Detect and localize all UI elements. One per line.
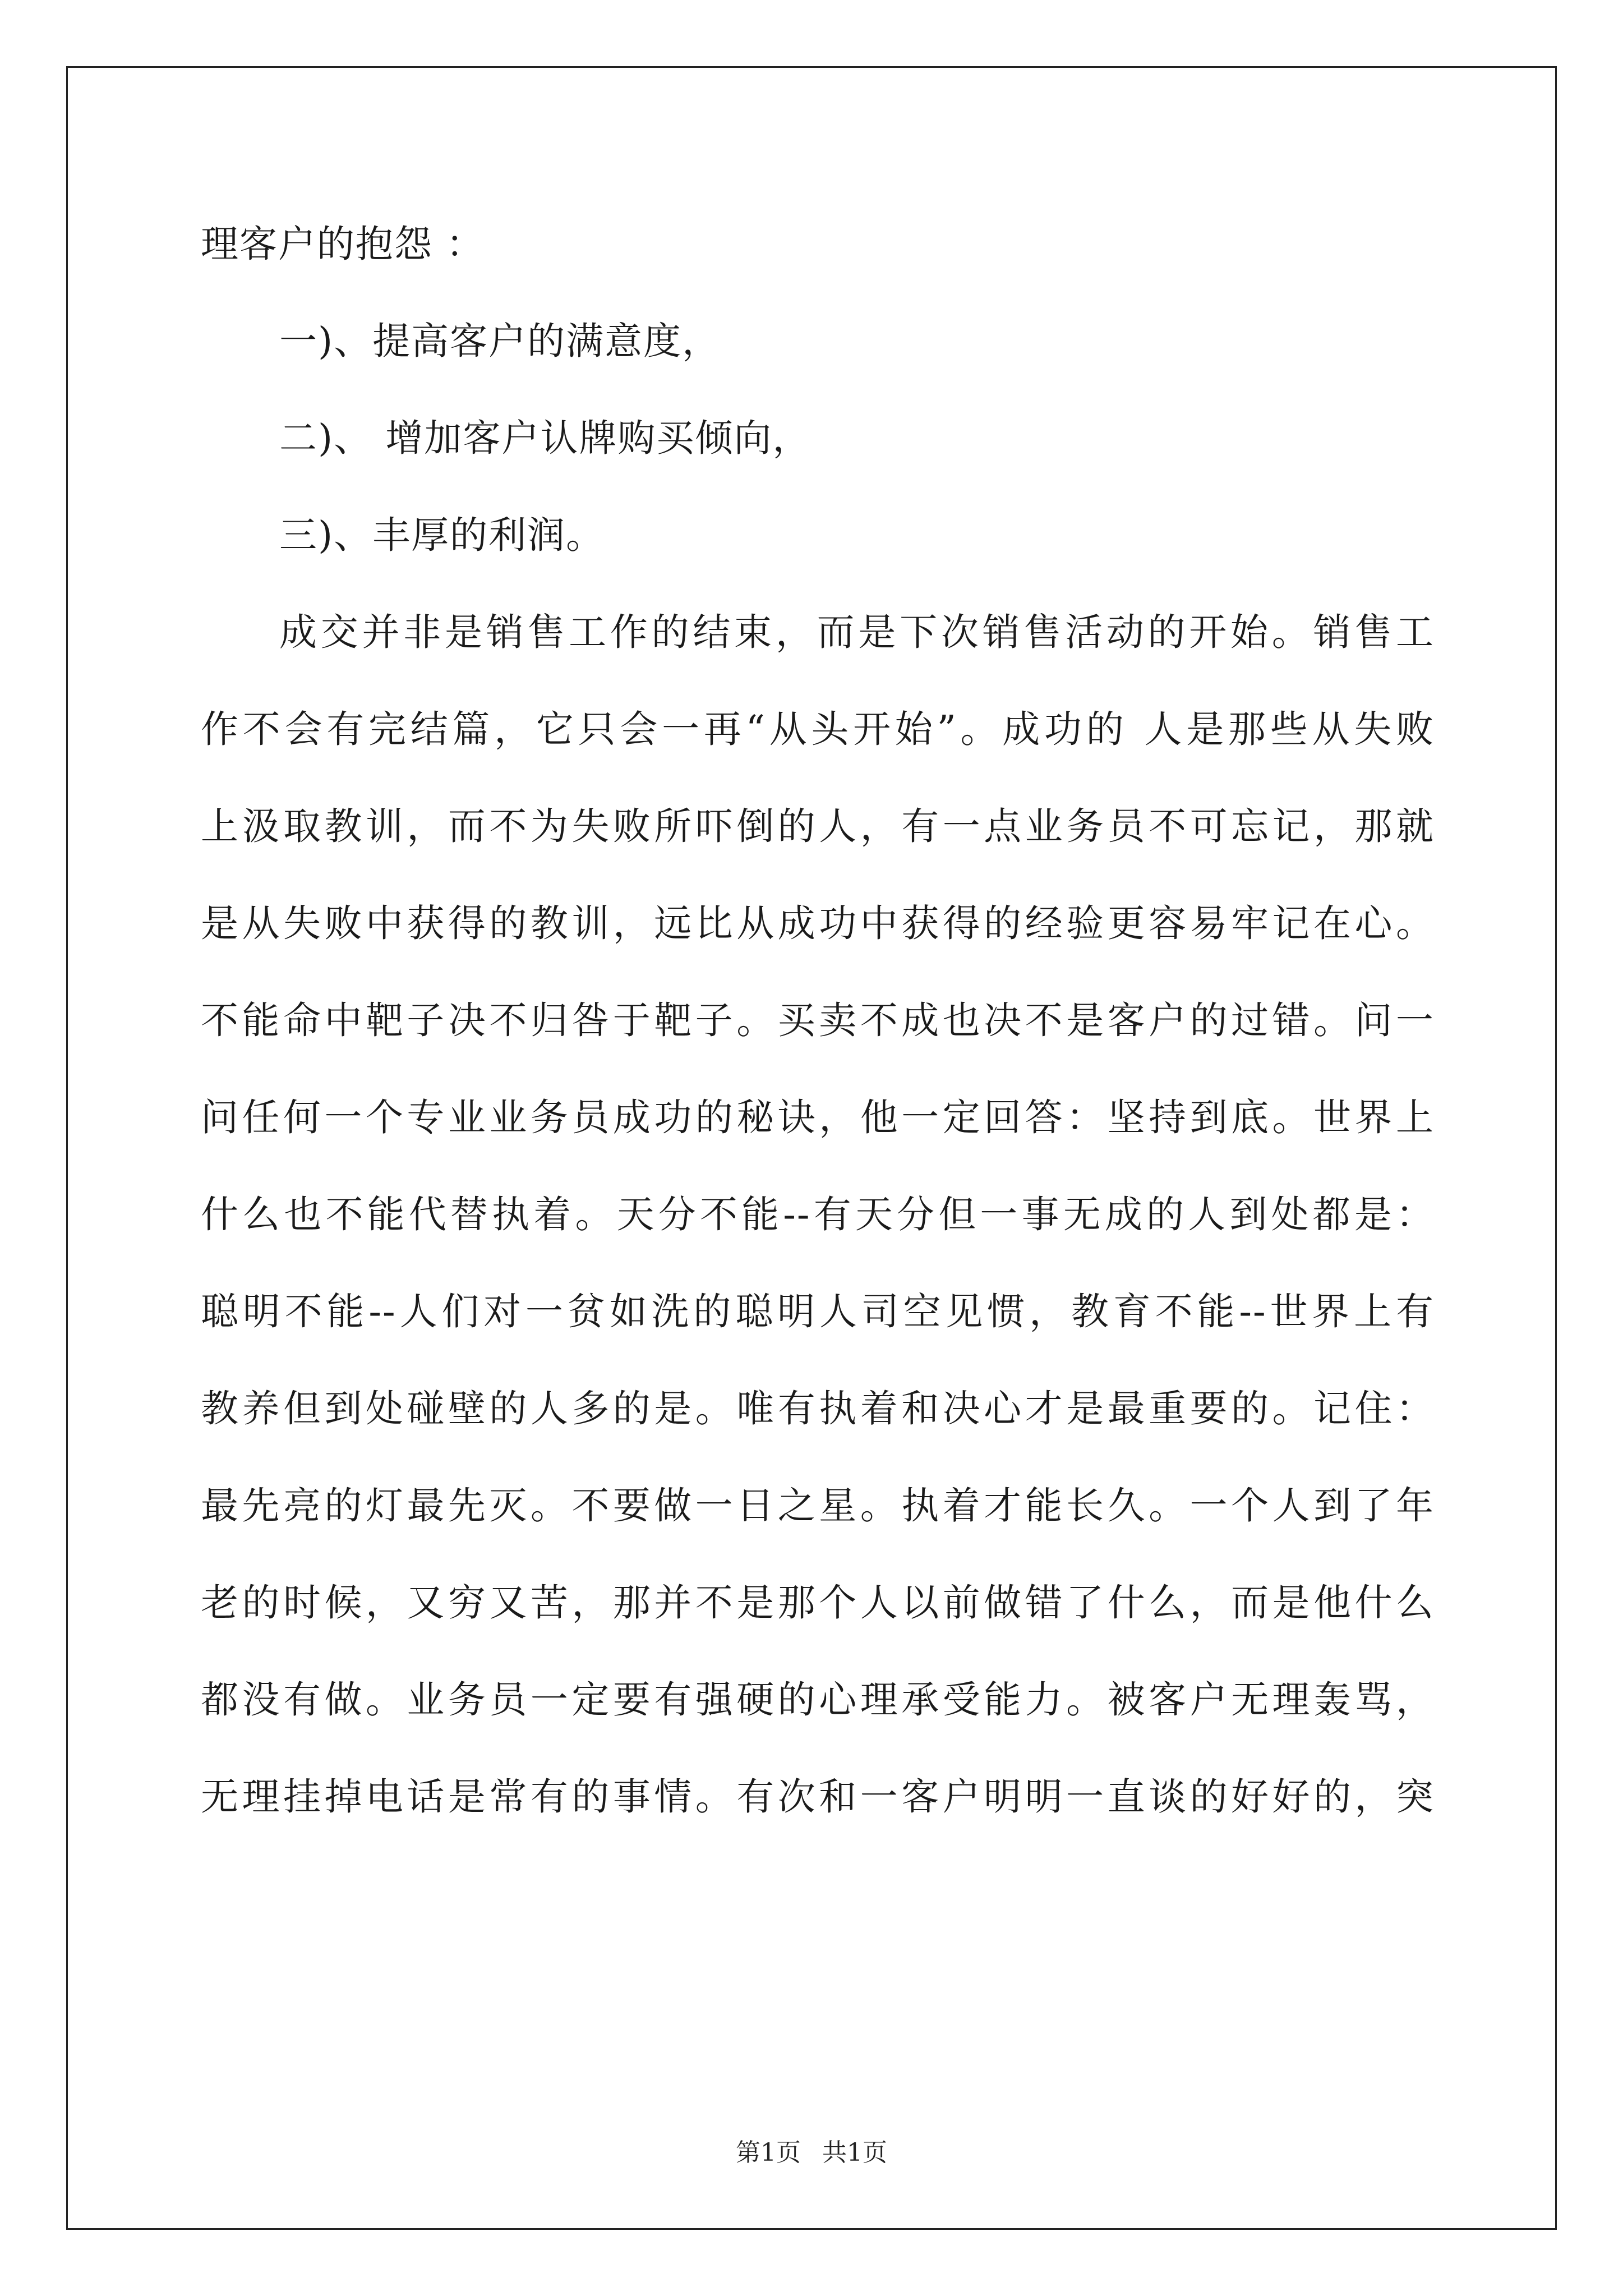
- paragraph-line: 都没有做。业务员一定要有强硬的心理承受能力。被客户无理轰骂，: [201, 1678, 1435, 1722]
- paragraph-line: 作不会有完结篇，它只会一再“从头开始”。成功的 人是那些从失败: [201, 707, 1435, 751]
- paragraph-line: 教养但到处碰壁的人多的是。唯有执着和决心才是最重要的。记住：: [201, 1387, 1435, 1430]
- paragraph-line: 上汲取教训，而不为失败所吓倒的人，有一点业务员不可忘记，那就: [201, 804, 1435, 848]
- paragraph-line: 聪明不能--人们对一贫如洗的聪明人司空见惯，教育不能--世界上有: [201, 1290, 1435, 1333]
- paragraph-line: 不能命中靶子决不归咎于靶子。买卖不成也决不是客户的过错。问一: [201, 999, 1435, 1042]
- page-border: [66, 66, 1557, 2230]
- paragraph-line: 什么也不能代替执着。天分不能--有天分但一事无成的人到处都是：: [201, 1193, 1435, 1236]
- page-total: 共1页: [822, 2138, 887, 2167]
- paragraph-line: 成交并非是销售工作的结束，而是下次销售活动的开始。销售工: [279, 610, 1435, 654]
- page-footer: [0, 2137, 1623, 2169]
- list-item-1: 一)、提高客户的满意度，: [279, 319, 721, 363]
- page-number: 第1页: [736, 2138, 801, 2167]
- paragraph-line: 老的时候，又穷又苦，那并不是那个人以前做错了什么，而是他什么: [201, 1581, 1435, 1625]
- list-item-2: 二)、 增加客户认牌购买倾向，: [279, 416, 811, 460]
- paragraph-line: 是从失败中获得的教训，远比从成功中获得的经验更容易牢记在心。: [201, 901, 1435, 945]
- paragraph-line: 问任何一个专业业务员成功的秘诀，他一定回答：坚持到底。世界上: [201, 1096, 1435, 1139]
- paragraph-line: 最先亮的灯最先灭。不要做一日之星。执着才能长久。一个人到了年: [201, 1484, 1435, 1527]
- opening-line: 理客户的抱怨 ：: [201, 222, 485, 266]
- list-item-3: 三)、丰厚的利润。: [279, 513, 605, 557]
- paragraph-line: 无理挂掉电话是常有的事情。有次和一客户明明一直谈的好好的，突: [201, 1775, 1435, 1819]
